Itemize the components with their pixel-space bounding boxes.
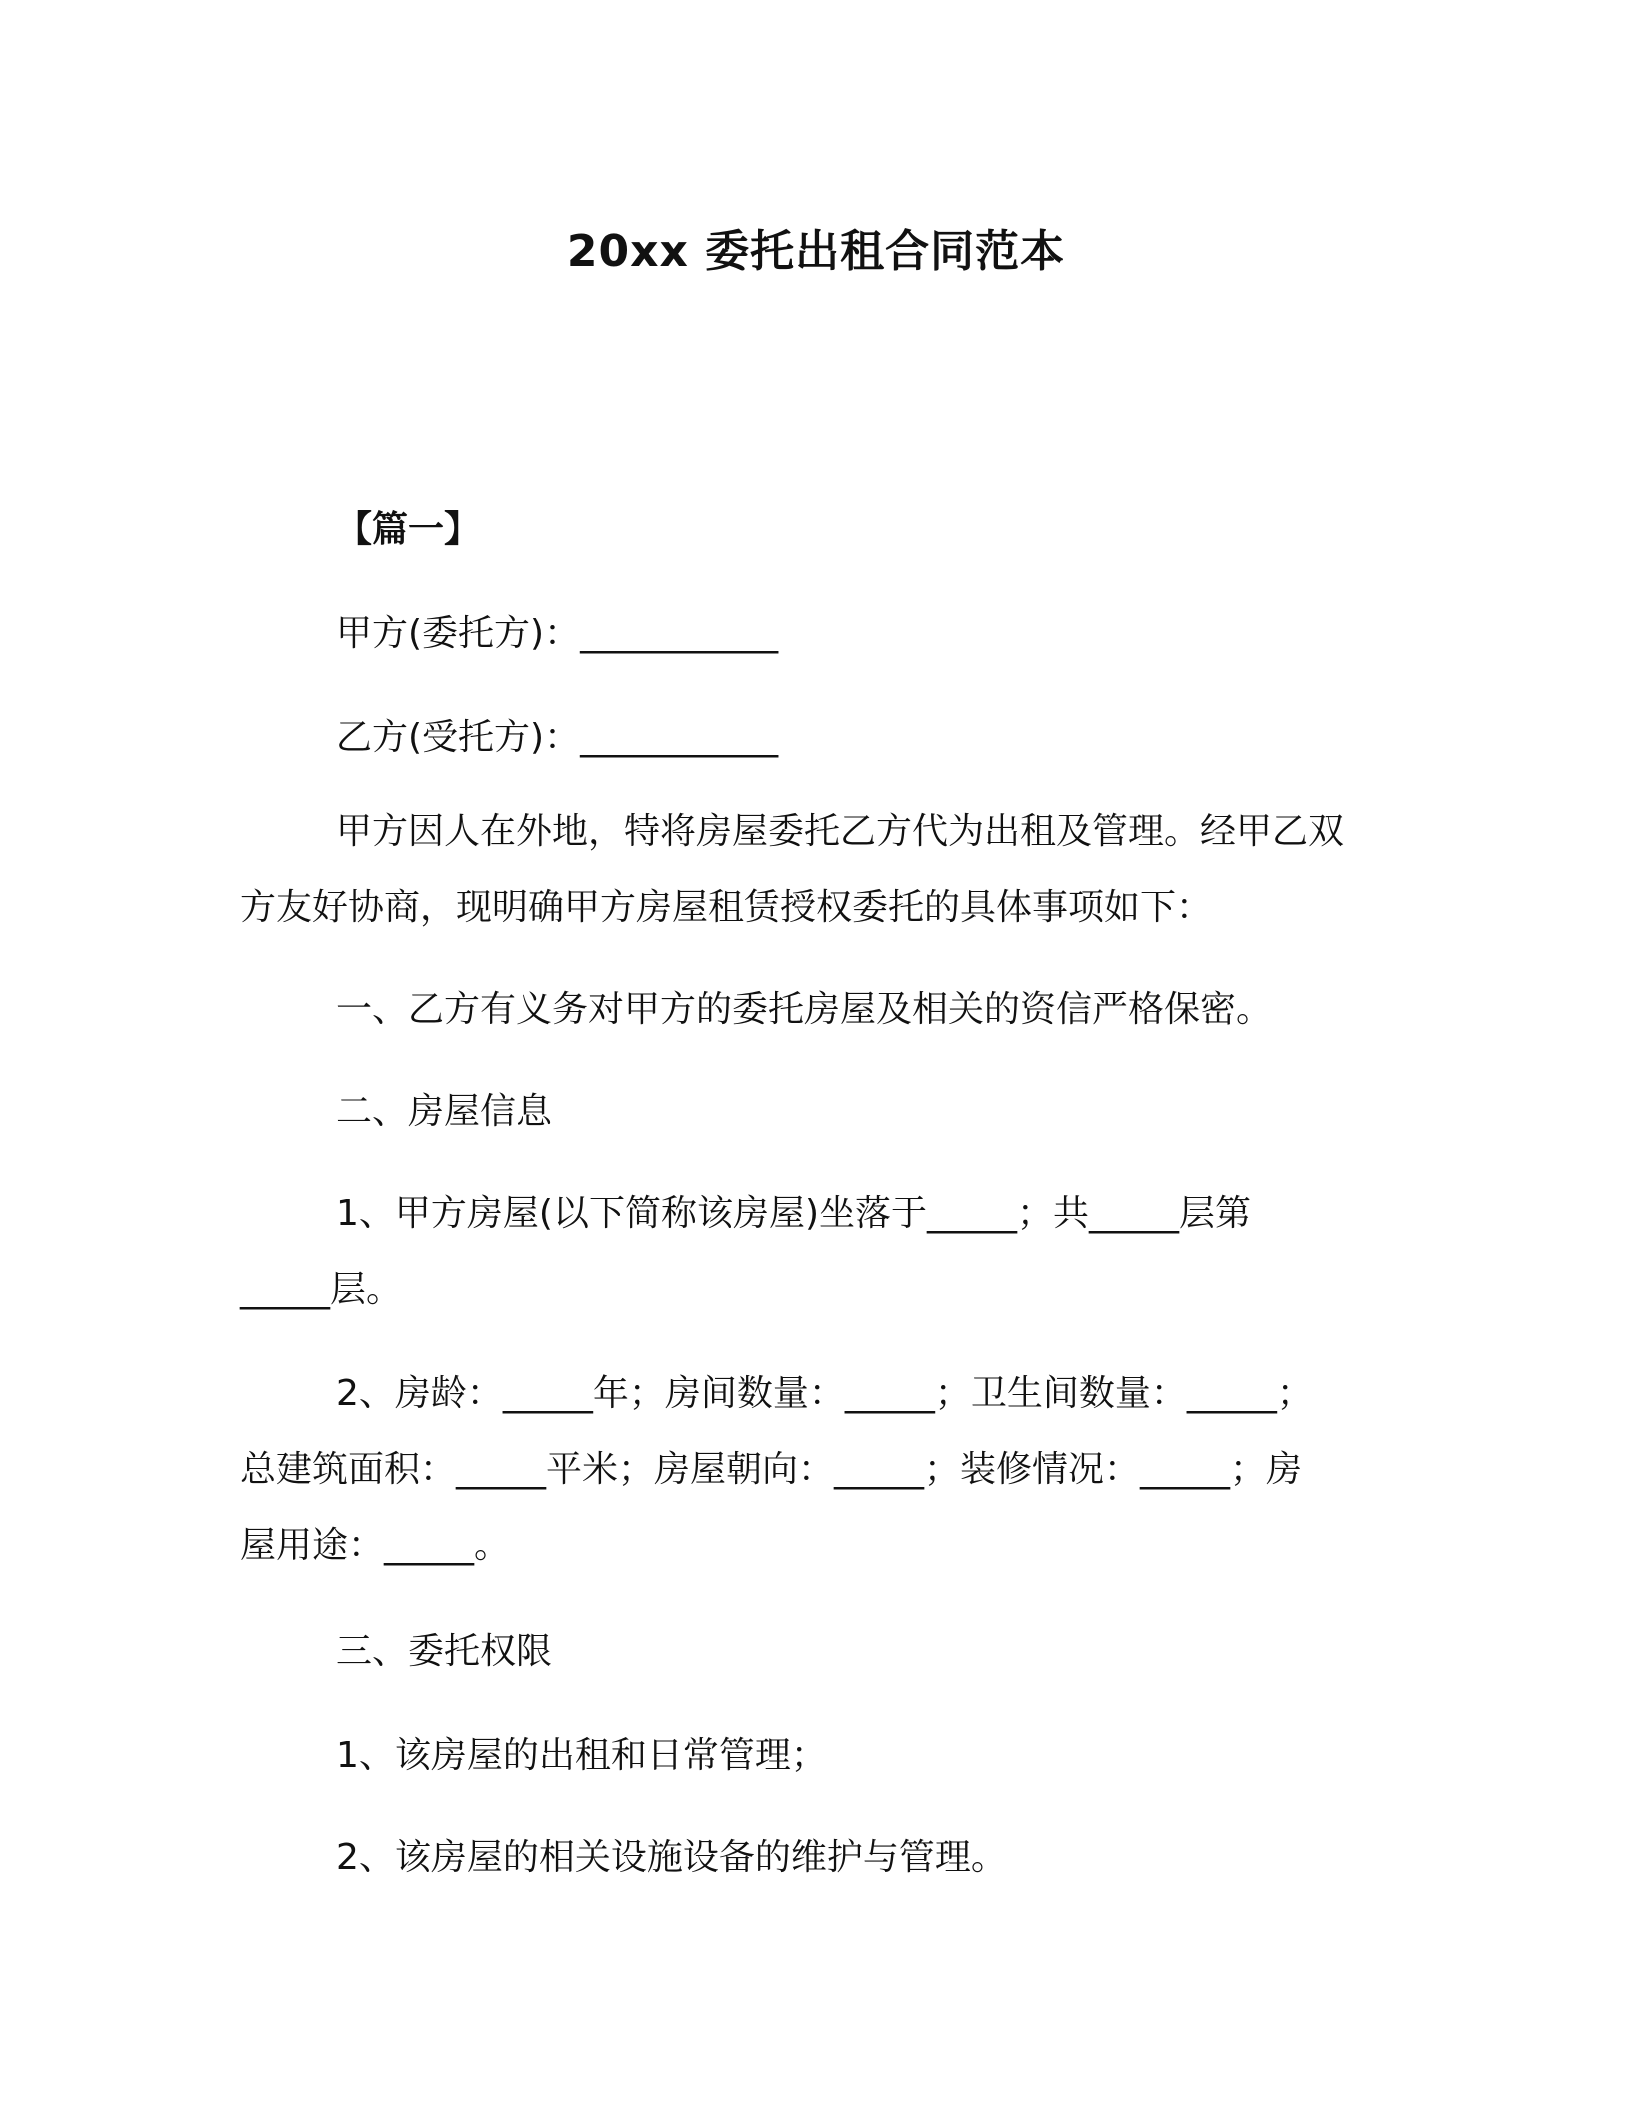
party-a-line: 甲方(委托方)：___________ [336,613,779,654]
clause-2-item-1 [240,1176,1380,1328]
clause-3-item-1: 1、该房屋的出租和日常管理； [336,1735,827,1776]
clause-3-heading: 三、委托权限 [336,1631,553,1672]
intro-line-1: 甲方因人在外地，特将房屋委托乙方代为出租及管理。经甲乙双 [336,811,1345,852]
section-mark: 【篇一】 [336,509,481,550]
document-title: 20xx 委托出租合同范本 [566,226,1066,277]
clause-2-item-1-line-1: 1、甲方房屋(以下简称该房屋)坐落于_____；共_____层第 [336,1193,1251,1234]
clause-2-item-2-line-2: 总建筑面积：_____平米；房屋朝向：_____；装修情况：_____；房 [240,1449,1303,1490]
intro-paragraph [240,794,1380,946]
clause-3-item-2: 2、该房屋的相关设施设备的维护与管理。 [336,1837,1007,1878]
clause-2-item-2 [240,1356,1380,1584]
clause-2-item-2-line-1: 2、房龄：_____年；房间数量：_____；卫生间数量：_____； [336,1373,1313,1414]
clause-2-item-1-line-2: _____层。 [240,1269,403,1310]
party-b-line: 乙方(受托方)：___________ [336,717,779,758]
intro-line-2: 方友好协商，现明确甲方房屋租赁授权委托的具体事项如下： [240,887,1213,928]
clause-1: 一、乙方有义务对甲方的委托房屋及相关的资信严格保密。 [336,989,1273,1030]
clause-2-item-2-line-3: 屋用途：_____。 [240,1525,511,1566]
clause-2-heading: 二、房屋信息 [336,1091,553,1132]
